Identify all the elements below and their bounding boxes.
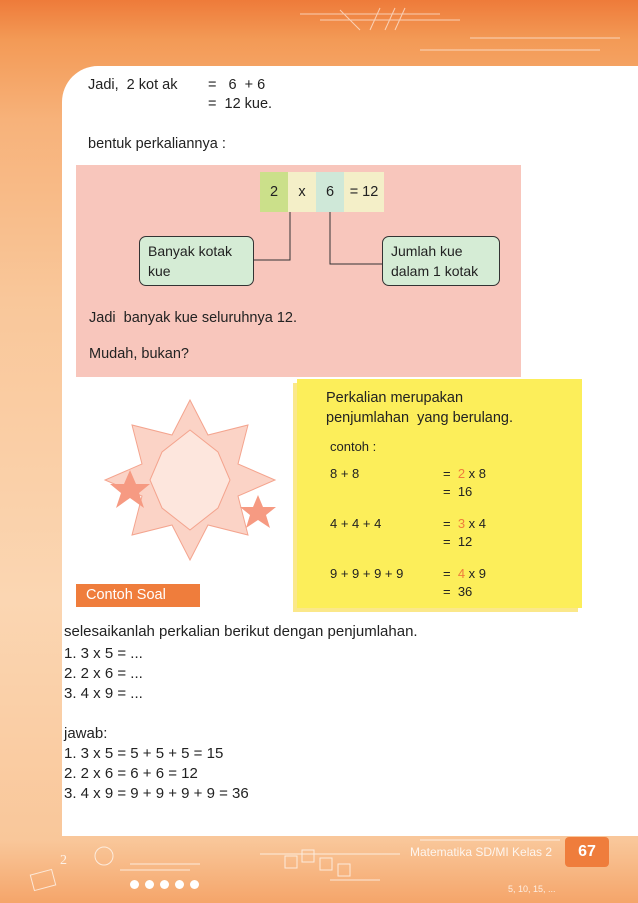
answer-3: 3. 4 x 9 = 9 + 9 + 9 + 9 = 36 bbox=[64, 785, 249, 802]
question-2: 2. 2 x 6 = ... bbox=[64, 665, 143, 682]
example-3-sum: 9 + 9 + 9 + 9 bbox=[330, 566, 404, 581]
label-banyak-kotak bbox=[139, 236, 254, 286]
example-2-result-value: 12 bbox=[457, 534, 473, 549]
example-2-mult bbox=[443, 514, 486, 533]
answer-2: 2. 2 x 6 = 6 + 6 = 12 bbox=[64, 765, 198, 782]
example-3-mult-num: 4 bbox=[457, 566, 466, 581]
contoh-label: contoh : bbox=[330, 439, 377, 454]
example-1-sum: 8 + 8 bbox=[330, 466, 360, 481]
equation-result: = 12 bbox=[344, 172, 384, 212]
example-2-result bbox=[443, 532, 472, 551]
jawab-label: jawab: bbox=[64, 725, 108, 742]
intro-line1-left: Jadi, 2 kot ak bbox=[88, 77, 178, 93]
definition-line1: Perkalian merupakan bbox=[326, 390, 464, 406]
example-2-mult-num: 3 bbox=[457, 516, 466, 531]
star-decoration bbox=[80, 380, 295, 580]
page-number: 67 bbox=[565, 837, 609, 867]
label-banyak-kotak-line1: Banyak kotak bbox=[148, 243, 233, 259]
equation-factor-b: 6 bbox=[316, 172, 344, 212]
connector-lines bbox=[0, 0, 638, 300]
label-jumlah-kue-line1: Jumlah kue bbox=[391, 243, 463, 259]
example-1-mult bbox=[443, 464, 486, 483]
intro-line1-right: = 6 + 6 bbox=[208, 77, 266, 93]
example-1-mult-num: 2 bbox=[457, 466, 466, 481]
svg-text:2: 2 bbox=[60, 853, 67, 868]
example-1-mult-rest: x 8 bbox=[465, 466, 487, 481]
dot bbox=[130, 880, 139, 889]
label-banyak-kotak-line2: kue bbox=[148, 263, 171, 279]
example-3-result-value: 36 bbox=[457, 584, 473, 599]
dot bbox=[175, 880, 184, 889]
label-jumlah-kue bbox=[382, 236, 500, 286]
example-2-sum: 4 + 4 + 4 bbox=[330, 516, 382, 531]
definition-line2: penjumlahan yang berulang. bbox=[326, 410, 514, 426]
example-2-eq2: = bbox=[443, 534, 451, 549]
example-3-eq2: = bbox=[443, 584, 451, 599]
intro-line2-right: = 12 kue. bbox=[208, 96, 273, 112]
bentuk-text: bentuk perkaliannya : bbox=[88, 136, 226, 152]
equation-factor-a: 2 bbox=[260, 172, 288, 212]
dot bbox=[160, 880, 169, 889]
answer-1: 1. 3 x 5 = 5 + 5 + 5 = 15 bbox=[64, 745, 224, 762]
example-1-eq2: = bbox=[443, 484, 451, 499]
example-2-mult-rest: x 4 bbox=[465, 516, 487, 531]
example-1-result bbox=[443, 482, 472, 501]
soal-instruction: selesaikanlah perkalian berikut dengan penjumlahan. bbox=[64, 623, 418, 640]
question-3: 3. 4 x 9 = ... bbox=[64, 685, 143, 702]
example-3-mult bbox=[443, 564, 486, 583]
footer-sequence: 5, 10, 15, ... bbox=[508, 884, 556, 894]
example-1-result-value: 16 bbox=[457, 484, 473, 499]
footer-dots bbox=[130, 880, 199, 889]
dot bbox=[190, 880, 199, 889]
dot bbox=[145, 880, 154, 889]
example-3-eq: = bbox=[443, 566, 451, 581]
book-title: Matematika SD/MI Kelas 2 bbox=[410, 845, 553, 859]
example-2-eq: = bbox=[443, 516, 451, 531]
example-3-mult-rest: x 9 bbox=[465, 566, 487, 581]
example-1-eq: = bbox=[443, 466, 451, 481]
question-1: 1. 3 x 5 = ... bbox=[64, 645, 143, 662]
conclusion-text: Jadi banyak kue seluruhnya 12. bbox=[89, 310, 297, 326]
label-jumlah-kue-line2: dalam 1 kotak bbox=[391, 263, 479, 279]
contoh-soal-tab: Contoh Soal bbox=[76, 584, 200, 607]
example-3-result bbox=[443, 582, 472, 601]
easy-text: Mudah, bukan? bbox=[89, 346, 189, 362]
equation-operator: x bbox=[288, 172, 316, 212]
